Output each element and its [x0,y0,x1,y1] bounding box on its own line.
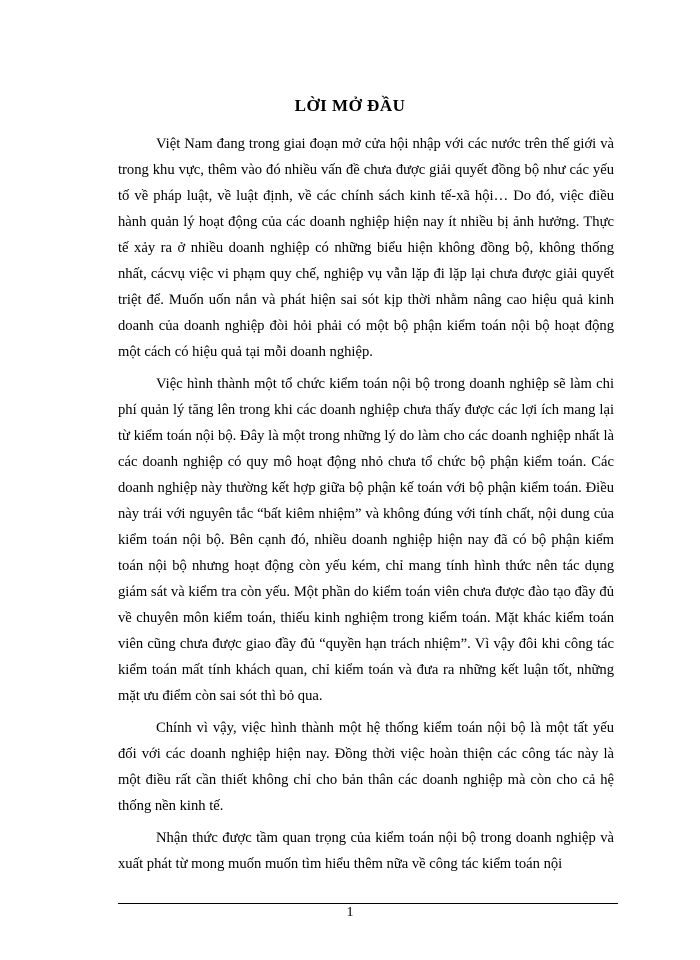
document-body [118,131,614,883]
page-number: 1 [346,905,354,920]
footer-divider [118,903,618,904]
page-title: LỜI MỞ ĐẦU [294,96,406,115]
paragraph-1: Việt Nam đang trong giai đoạn mở cửa hội nhập với các nước trên thế giới và trong khu vực, thêm vào đó nhiều vấn đề chưa được giải quyết đồng bộ như các yếu tố về pháp luật, về luật định, về các chính sách kinh tế-xã hội… Do đó, việc điều hành quản lý hoạt động của các doanh nghiệp hiện nay ít nhiều bị ảnh hưởng. Thực tế xảy ra ở nhiều doanh nghiệp có những biểu hiện không đồng bộ, không thống nhất, cácvụ việc vi phạm quy chế, nghiệp vụ vẫn lặp đi lặp lại chưa được giải quyết triệt để. Muốn uốn nắn và phát hiện sai sót kịp thời nhằm nâng cao hiệu quả kinh doanh của doanh nghiệp đòi hỏi phải có một bộ phận kiểm toán nội bộ hoạt động một cách có hiệu quả tại mỗi doanh nghiệp. [118,136,614,360]
paragraph-4: Nhận thức được tầm quan trọng của kiểm toán nội bộ trong doanh nghiệp và xuất phát từ mong muốn muốn tìm hiểu thêm nữa về công tác kiểm toán nội [118,830,614,872]
paragraph-3: Chính vì vậy, việc hình thành một hệ thống kiểm toán nội bộ là một tất yếu đối với các doanh nghiệp hiện nay. Đồng thời việc hoàn thiện các công tác này là một điều rất cần thiết không chỉ cho bản thân các doanh nghiệp mà còn cho cả hệ thống nền kinh tế. [118,720,614,814]
paragraph-2: Việc hình thành một tổ chức kiểm toán nội bộ trong doanh nghiệp sẽ làm chi phí quản lý tăng lên trong khi các doanh nghiệp chưa thấy được các lợi ích mang lại từ kiểm toán nội bộ. Đây là một trong những lý do làm cho các doanh nghiệp nhất là các doanh nghiệp có quy mô hoạt động nhỏ chưa tổ chức bộ phận kiểm toán. Các doanh nghiệp này thường kết hợp giữa bộ phận kế toán với bộ phận kiểm toán. Điều này trái với nguyên tắc “bất kiêm nhiệm” và không đúng với tính chất, nội dung của kiểm toán nội bộ. Bên cạnh đó, nhiều doanh nghiệp hiện nay đã có bộ phận kiểm toán nội bộ nhưng hoạt động còn yếu kém, chỉ mang tính hình thức nên tác dụng giám sát và kiểm tra còn yếu. Một phần do kiểm toán viên chưa được đào tạo đầy đủ về chuyên môn kiểm toán, thiếu kinh nghiệm trong kiểm toán. Mặt khác kiểm toán viên cũng chưa được giao đầy đủ “quyền hạn trách nhiệm”. Vì vậy đôi khi công tác kiểm toán mất tính khách quan, chỉ kiểm toán và đưa ra những kết luận tốt, những mặt ưu điểm còn sai sót thì bỏ qua. [118,376,614,704]
